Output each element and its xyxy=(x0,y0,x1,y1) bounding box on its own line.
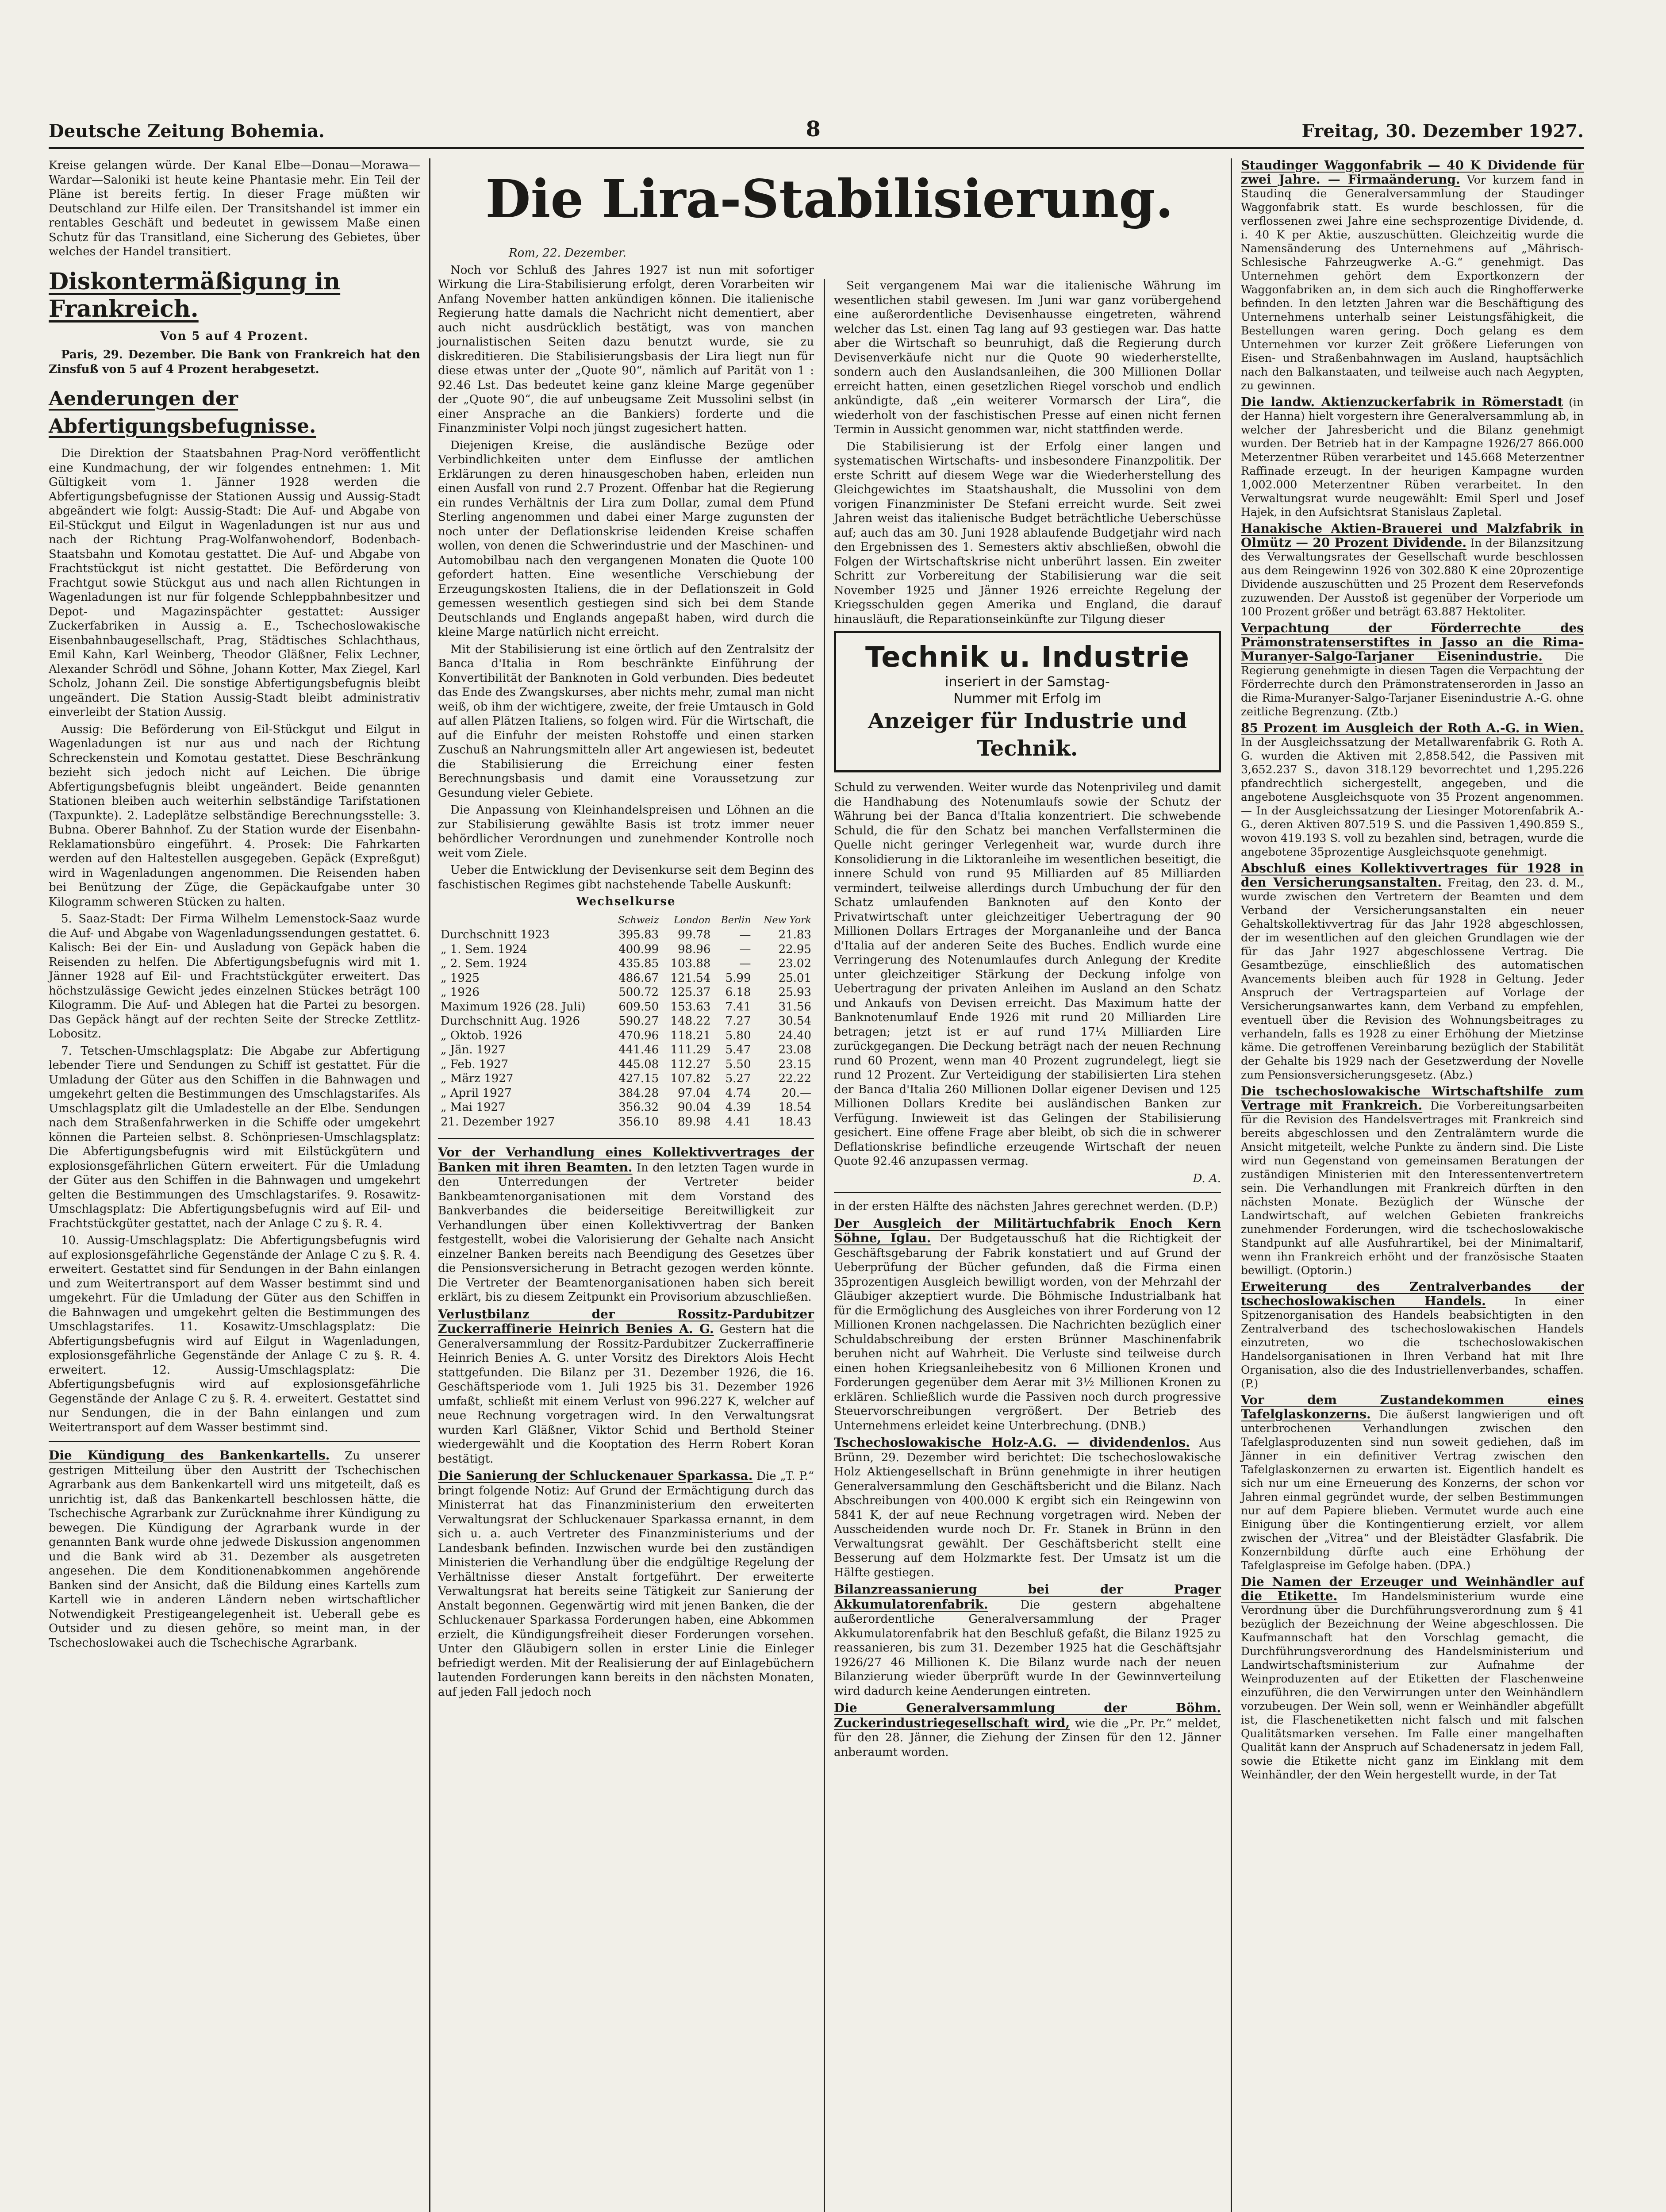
headline-bankenkartell: Die Kündigung des Bankenkartells. xyxy=(49,1448,330,1463)
table-cell: — xyxy=(739,942,751,956)
table-row xyxy=(438,985,814,1000)
table-cell: 22.95 xyxy=(778,942,811,956)
table-cell: 395.83 xyxy=(618,928,659,941)
table-cell: Durchschnitt 1923 xyxy=(441,928,550,941)
table-cell: 400.99 xyxy=(618,942,659,956)
table-cell: 427.15 xyxy=(618,1072,659,1085)
headline-praemonstratenser: Verpachtung der Förderrechte des Prämonstratenserstiftes in Jasso an die Rima-Muranyer-Salgo-Tarjaner Eisenindustrie. xyxy=(1241,621,1584,664)
table-cell: „ April 1927 xyxy=(441,1086,512,1100)
ad-slogan: Anzeiger für Industrie und Technik. xyxy=(868,709,1187,761)
ad-line: Nummer mit Erfolg im xyxy=(953,691,1102,707)
table-cell: „ Feb. 1927 xyxy=(441,1057,509,1071)
table-cell: 20.— xyxy=(781,1086,811,1100)
headline-kollektiv-1928: Abschluß eines Kollektivvertrages für 1928 in den Versicherungsanstalten. xyxy=(1241,861,1584,890)
table-cell: 384.28 xyxy=(618,1086,659,1100)
article-text: In der Ausgleichssatzung der Metallwarenfabrik G. Roth A. G. wurden die Aktiven mit 2,858.542, die Passiven mit 3,652.237 S., davon 318.129 bevorrechtet und 1,295.226 pfandrechtlich sichergestellt, angegeben, und die angebotene Ausgleichsquote von 35 Prozent angenommen. — In der Ausgleichssatzung der Liesinger Motorenfabrik A.-G., deren Aktiven 807.519 S. und die Passiven 1,490.859 S., wovon 419.193 S. voll zu bezahlen sind, betragen, wurde die angebotene 35prozentige Ausgleichsquote genehmigt. xyxy=(1241,736,1584,858)
table-row xyxy=(438,942,814,957)
article-text: Die Anpassung von Kleinhandelspreisen und Löhnen an die zur Stabilisierung gewählte Basis ist trotz immer neuer behördlicher Verordnungen und zunehmender Kontrolle noch weit vom Ziele. xyxy=(438,803,814,860)
table-cell: 99.78 xyxy=(678,928,711,941)
headline-sparkassa: Die Sanierung der Schluckenauer Sparkassa. xyxy=(438,1468,753,1483)
table-row xyxy=(438,1029,814,1043)
headline-holz-ag: Tschechoslowakische Holz-A.G. — dividendenlos. xyxy=(834,1435,1190,1450)
article-text: Der Budgetausschuß hat die Richtigkeit der Geschäftsgebarung der Fabrik konstatiert und auf Grund der Ueberprüfung der Bücher gefunden, daß die Firma einen 35prozentigen Ausgleich bewilligt worden, von der Mehrzahl der Gläubiger akzeptiert wurde. Die Böhmische Industrialbank hat für die Ermöglichung des Ausgleiches von ihrer Forderung von 12 Millionen Kronen nachgelassen. Die Nachrichten bezüglich einer Schuldabschreibung der ersten Brünner Maschinenfabrik beruhen nicht auf Wahrheit. Die Verluste sind teilweise durch einen hohen Kriegsanleihebesitz von 6 Millionen Kronen und Forderungen gegenüber dem Aerar mit 3½ Millionen Kronen zu erklären. Schließlich wurde die Passiven noch durch progressive Steuervorschreibungen vergrößert. Der Betrieb des Unternehmens erleidet keine Unterbrechung. (DNB.) xyxy=(834,1232,1221,1432)
page-number: 8 xyxy=(806,117,821,142)
separator xyxy=(438,1138,814,1139)
article-text: Kreise gelangen würde. Der Kanal Elbe—Donau—Morawa—Wardar—Saloniki ist heute keine Phantasie mehr. Ein Teil der Pläne ist bereits fertig. In dieser Frage müßten wir Deutschland zur Hilfe eilen. Der Transitshandel ist immer ein rentables Geschäft und bedeutet in gewissem Maße einen Schutz für das Transitland, eine Sicherung des Gebietes, über welches der Handel transitiert. xyxy=(49,159,420,258)
article-text: Schuld zu verwenden. Weiter wurde das Notenprivileg und damit die Handhabung des Notenumlaufs sowie der Schutz der Währung bei der Banca d'Italia konzentriert. Die schwebende Schuld, die für den Schatz bei manchen Verfallsterminen die Quelle nicht geringer Verlegenheit war, wurde durch ihre Konsolidierung in die Liktoranleihe im wesentlichen beseitigt, die innere Schuld von rund 95 Milliarden auf 85 Milliarden vermindert, teilweise allerdings durch Umbuchung der für den Schatz umlaufenden Banknoten auf den Konto der Privatwirtschaft unter gleichzeitiger Uebertragung der 90 Millionen Dollars Ertrages der Morgananleihe und der Banca d'Italia auf der anderen Seite des Buches. Endlich wurde eine Verringerung des Notenumlaufes durch Anlegung der Kredite unter gleichzeitiger Stärkung der Deckung infolge von Uebertragung der privaten Anleihen im Ausland an den Schatz und Ankaufs von Devisen erreicht. Das Maximum hatte der Banknotenumlauf Ende 1926 mit rund 20 Milliarden Lire betragen; jetzt ist er auf rund 17¼ Milliarden Lire zurückgegangen. Die Deckung beträgt nach der neuen Rechnung rund 60 Prozent, wenn man 40 Prozent zugrundelegt, liegt sie rund 12 Prozent. Zur Verteidigung der stabilisierten Lira stehen der Banca d'Italia 260 Millionen Dollar eigener Devisen und 125 Millionen Dollars Kredite bei ausländischen Banken zur Verfügung. Inwieweit ist das Gelingen der Stabilisierung gesichert. Eine offene Frage aber bleibt, ob sich die in schwerer Deflationskrise befindliche erzeugende Wirtschaft der neuen Quote 92.46 anzupassen vermag. xyxy=(834,781,1221,1168)
article-text: Aussig: Die Beförderung von Eil-Stückgut und Eilgut in Wagenladungen ist nur aus und nach der Richtung Schreckenstein und Komotau gestattet. Diese Beschränkung bezieht sich jedoch nicht auf Leichen. Die übrige Abfertigungsbefugnis bleibt ungeändert. Beide genannten Stationen bleiben auch weiterhin selbständige Tarifstationen (Taxpunkte). 2. Ladeplätze selbständige Berechnungsstelle: 3. Bubna. Oberer Bahnhof. Zu der Station wurde der Eisenbahn-Reklamationsbüro eingeführt. 4. Prosek: Die Fahrkarten werden auf den Haltestellen ausgegeben. Gepäck (Expreßgut) wird in Wagenladungen angenommen. Die Reisenden haben bei Benützung der Züge, die Gepäckaufgabe unter 30 Kilogramm schweren Stücken zu halten. xyxy=(49,722,420,909)
column-1 xyxy=(49,158,420,2212)
article-text: Die „T. P.“ bringt folgende Notiz: Auf Grund der Ermächtigung durch das Ministerrat hat das Finanzministerium den erweiterten Verwaltungsrat der Schluckenauer Sparkassa ernannt, in dem sich u. a. auch Vertreter des Finanzministeriums und der Landesbank befinden. Inzwischen wurde bei den zuständigen Ministerien die Verhandlung über die endgültige Regelung der Verhältnisse dieser Anstalt fortgeführt. Der erweiterte Verwaltungsrat hat bereits seine Tätigkeit zur Sanierung der Anstalt begonnen. Gegenwärtig wird mit jenen Banken, die der Schluckenauer Sparkassa Forderungen haben, eine Abkommen erzielt, die Kündigungsfreiheit dieser Forderungen vorsehen. Unter den Gläubigern sollen in erster Linie die Einleger befriedigt werden. Mit der Realisierung der auf Einlagebüchern lautenden Forderungen kann bereits in den nächsten Monaten, auf jeden Fall jedoch noch xyxy=(438,1470,814,1699)
table-cell: 18.43 xyxy=(778,1115,811,1129)
table-cell: 21. Dezember 1927 xyxy=(441,1115,555,1129)
table-cell: 89.98 xyxy=(678,1115,711,1129)
headline-weinetikette: Die Namen der Erzeuger und Weinhändler auf die Etikette. xyxy=(1241,1575,1584,1603)
table-cell: Durchschnitt Aug. 1926 xyxy=(441,1014,580,1028)
table-row xyxy=(438,956,814,971)
table-cell: 7.41 xyxy=(725,1000,751,1014)
masthead xyxy=(49,111,1584,142)
table-cell: Maximum 1926 (28. Juli) xyxy=(441,1000,586,1014)
table-row xyxy=(438,928,814,942)
column-rule xyxy=(1231,158,1232,2212)
article-text: Die Vorbereitungsarbeiten für die Revision des Handelsvertrages mit Frankreich sind bereits abgeschlossen und den Zentralämtern wurde die Ansicht mitgeteilt, welche Punkte zu ändern sind. Die Liste wird nun Gegenstand von gemeinsamen Beratungen der zuständigen Ministerien mit den Interessentenvertretern sein. Die Verhandlungen mit Frankreich dürften in den nächsten Monate. Bezüglich der Wünsche der Landwirtschaft, auf welchen Gebieten frankreichs zunehmender Forderungen, wird die tschechoslowakische Standpunkt auf alle Ausfuhrartikel, bei der Minimaltarif, wenn ihn Frankreich erhöht und der französische Staaten bewilligt. (Optorin.) xyxy=(1241,1099,1584,1277)
article-text: Die gestern abgehaltene außerordentliche Generalversammlung der Prager Akkumulatorenfabrik hat den Beschluß gefaßt, die Bilanz 1925 zu reassanieren, bis zum 31. Dezember 1925 hat die Geschäftsjahr 1926/27 46 Millionen K. Die Bilanz wurde nach der neuen Bilanzierung wieder überprüft wurde In der Gewinnverteilung wird dadurch keine Aenderungen eintreten. xyxy=(834,1598,1221,1698)
table-cell: 609.50 xyxy=(618,1000,659,1014)
table-cell: — xyxy=(739,928,751,941)
article-text: Die Direktion der Staatsbahnen Prag-Nord veröffentlicht eine Kundmachung, der wir folgendes entnehmen: 1. Mit Gültigkeit vom 1. Jänner 1928 werden die Abfertigungsbefugnisse der Stationen Aussig und Aussig-Stadt abgeändert wie folgt: Aussig-Stadt: Die Auf- und Abgabe von Eil-Stückgut und Eilgut in Wagenladungen ist nur aus und nach der Richtung Prag-Wolfanwohendorf, Bodenbach-Staatsbahn und Komotau gestattet. Die Auf- und Abgabe von Frachtstückgut ist nicht gestattet. Die Beförderung von Frachtgut sowie Stückgut aus und nach allen Richtungen in Wagenladungen ist nur für folgende Schleppbahnbesitzer und Depot- und Magazinspächter gestattet: Aussiger Zuckerfabriken in Aussig a. E., Tschechoslowakische Eisenbahnbaugesellschaft, Prag, Städtisches Schlachthaus, Emil Kahn, Karl Weinberg, Theodor Gläßner, Felix Lechner, Alexander Schrödl und Söhne, Johann Kotter, Max Ziegel, Karl Scholz, Johann Zeil. Die sonstige Abfertigungsbefugnis bleibt ungeändert. Die Station Aussig-Stadt bleibt administrativ einverleibt der Station Aussig. xyxy=(49,447,420,719)
article-text: Die äußerst langwierigen und oft unterbrochenen Verhandlungen zwischen den Tafelglasproduzenten sind nun soweit gediehen, daß im Jänner in ein definitiver Vertrag zwischen den Tafelglaskonzernen zu erwarten ist. Eigentlich handelt es sich nur um eine Erneuerung des Konzerns, der schon vor Jahren einmal gegründet wurde, der selben Bestimmungen nur auf dem Papiere blieben. Vermutet wurde auch eine Einigung über die Kontingentierung erzielt, vor allem zwischen der „Vitrea“ und der Bleistädter Glasfabrik. Die Konzernbildung dürfte auch eine Erhöhung der Tafelglaspreise im Gefolge haben. (DPA.) xyxy=(1241,1408,1584,1572)
table-cell: 30.54 xyxy=(778,1014,811,1028)
table-row xyxy=(438,1057,814,1072)
table-row xyxy=(438,1086,814,1101)
headline-tafelglas: Vor dem Zustandekommen eines Tafelglaskonzerns. xyxy=(1241,1393,1584,1421)
separator xyxy=(49,1441,420,1442)
table-row xyxy=(438,1115,814,1129)
table-cell: New York xyxy=(764,914,811,926)
table-row xyxy=(438,1043,814,1057)
column-rule xyxy=(429,158,430,2212)
table-cell: 31.56 xyxy=(778,1000,811,1014)
headline-diskont: Diskontermäßigung in Frankreich. xyxy=(49,268,341,323)
article-text: Noch vor Schluß des Jahres 1927 ist nun mit sofortiger Wirkung die Lira-Stabilisierung erfolgt, deren Vorarbeiten wir Anfang November hatten ankündigen können. Die italienische Regierung hatte damals die Nachricht nicht dementiert, aber auch nicht ausdrücklich bestätigt, was von manchen journalistischen Seiten dazu benutzt wurde, sie zu diskreditieren. Die Stabilisierungsbasis der Lira liegt nun für diese etwas unter der „Quote 90“, nämlich auf Parität von 1 : 92.46 Lst. Das bedeutet keine ganz kleine Marge gegenüber der „Quote 90“, die auf unbeugsame Zeit Mussolini selbst (in einer Ansprache an die Bankiers) forderte und die Finanzminister Volpi noch jüngst zugesichert hatten. xyxy=(438,263,814,435)
table-cell: „ 1926 xyxy=(441,986,480,999)
table-cell: 23.15 xyxy=(778,1057,811,1071)
table-cell: 5.80 xyxy=(725,1029,751,1042)
article-text: Seit vergangenem Mai war die italienische Währung im wesentlichen stabil gewesen. Im Juni war ganz vorübergehend eine außerordentliche Devisenhausse eingetreten, während welcher das Lst. einen Tag lang auf 93 gestiegen war. Das hatte aber die Wirtschaft so beunruhigt, daß die Regierung durch Devisenverkäufe nicht nur die Quote 90 wiederherstellte, sondern auch den Auslandsanleihen, die 300 Millionen Dollar erreicht hatten, einen gesetzlichen Riegel vorschob und endlich ankündigte, daß „ein weiterer Vormarsch der Lira“, die wiederholt von der faschistischen Presse auf einen nicht fernen Termin in Aussicht genommen war, nicht stattfinden werde. xyxy=(834,279,1221,436)
table-cell: London xyxy=(673,914,711,926)
table-cell: 22.22 xyxy=(778,1072,811,1085)
headline-enoch-kern: Der Ausgleich der Militärtuchfabrik Enoch Kern Söhne, Iglau. xyxy=(834,1216,1221,1245)
table-cell: 118.21 xyxy=(670,1029,711,1042)
article-text: 7. Tetschen-Umschlagsplatz: Die Abgabe zur Abfertigung lebender Tiere und Sendungen zu Schiff ist gestattet. Für die Umladung der Güter aus den Schiffen in die Bahnwagen und umgekehrt gelten die Bestimmungen des Umschlagstarifes. Als Umschlagsplatz gilt die Umladestelle an der Elbe. Sendungen nach dem Straßenfahrwerken in die Schiffe oder umgekehrt können die Parteien selbst. 8. Schönpriesen-Umschlagsplatz: Die Abfertigungsbefugnis wird mit Eilstückgütern und explosionsgefährlichen Gütern erweitert. Für die Umladung der Güter aus den Schiffen in die Bahnwagen und umgekehrt gelten die Bestimmungen des Umschlagstarifes. 9. Rosawitz-Umschlagsplatz: Die Abfertigungsbefugnis wird auf Eil- und Frachtstückgüter gestattet, nach der Anlage C zu §. R. 4. xyxy=(49,1044,420,1230)
advertisement-box xyxy=(834,631,1221,772)
table-title: Wechselkurse xyxy=(576,895,676,908)
column-2 xyxy=(438,243,814,2212)
headline-staudinger: Staudinger Waggonfabrik — 40 K Dividende für zwei Jahre. — Firmaänderung. xyxy=(1241,158,1584,187)
headline-lira: Die Lira-Stabilisierung. xyxy=(485,168,1174,230)
table-cell: 97.04 xyxy=(678,1086,711,1100)
article-text: Ueber die Entwicklung der Devisenkurse seit dem Beginn des faschistischen Regimes gibt nachstehende Tabelle Auskunft: xyxy=(438,864,814,891)
table-cell: 98.96 xyxy=(678,942,711,956)
table-cell: 112.27 xyxy=(670,1057,711,1071)
table-cell: 441.46 xyxy=(618,1043,659,1056)
table-cell: Schweiz xyxy=(618,914,659,926)
table-cell: 356.32 xyxy=(618,1101,659,1114)
headline-roth-ag: 85 Prozent im Ausgleich der Roth A.-G. in Wien. xyxy=(1241,721,1584,735)
table-cell: 107.82 xyxy=(670,1072,711,1085)
ad-title: Technik u. Industrie xyxy=(865,641,1190,674)
dateline: Rom, 22. Dezember. xyxy=(509,246,626,260)
headline-verlustbilanz: Verlustbilanz der Rossitz-Pardubitzer Zuckerraffinerie Heinrich Benies A. G. xyxy=(438,1306,814,1336)
table-cell: 153.63 xyxy=(670,1000,711,1014)
table-cell: 435.85 xyxy=(618,957,659,970)
separator xyxy=(834,1192,1221,1193)
table-cell: „ 1. Sem. 1924 xyxy=(441,942,527,956)
article-text: Freitag, den 23. d. M., wurde zwischen den Vertretern der Beamten und dem Verband der Versicherungsanstalten ein neuer Gehaltskollektivvertrag für das Jahr 1928 abgeschlossen, der im wesentlichen auf den gleichen Grundlagen wie der für das Jahr 1927 abgeschlossene Vertrag. Die Gesamtbezüge, einschließlich des automatischen Avancements bleiben auch für 1928 in Geltung. Jeder Anspruch der Vertragsparteien auf Vorlage der Versicherungsanwartes kann, dem Verband zu empfehlen, eventuell über die Revision des Wohnungsbeitrages zu verhandeln, falls es 1928 zu einer Erhöhung der Mietzinse käme. Die getroffenen Vereinbarung bezüglich der Stabilität der Gehalte bis 1929 nach der Gesetzwerdung der Novelle zum Pensionsversicherungsgesetz. (Abz.) xyxy=(1241,876,1584,1081)
table-cell: 470.96 xyxy=(618,1029,659,1042)
table-cell: 4.41 xyxy=(725,1115,751,1129)
table-row xyxy=(438,1014,814,1029)
table-cell: „ Mai 1927 xyxy=(441,1101,506,1114)
table-cell: 121.54 xyxy=(670,971,711,985)
column-3 xyxy=(834,279,1221,2212)
table-cell: 486.67 xyxy=(618,971,659,985)
table-cell: „ Jän. 1927 xyxy=(441,1043,506,1056)
table-cell xyxy=(438,914,609,928)
table-cell: „ März 1927 xyxy=(441,1072,514,1085)
table-cell: 111.29 xyxy=(670,1043,711,1056)
subheadline: Von 5 auf 4 Prozent. xyxy=(160,329,309,343)
headline-roemerstadt: Die landw. Aktienzuckerfabrik in Römerstadt xyxy=(1241,395,1563,409)
table-cell: 5.47 xyxy=(725,1043,751,1056)
article-text: 10. Aussig-Umschlagsplatz: Die Abfertigungsbefugnis wird auf explosionsgefährliche Gegenstände der Anlage C zu §. R. 4. erweitert. Gestattet sind für Sendungen in der Bahn einlangen und zum Weitertransport auf dem Wasser bestimmt sind und umgekehrt. Für die Umladung der Güter aus den Schiffen in die Bahnwagen und umgekehrt gelten die Bestimmungen des Umschlagstarifes. 11. Kosawitz-Umschlagsplatz: Die Abfertigungsbefugnis wird auf Eilgut in Wagenladungen, explosionsgefährliche Gegenstände der Anlage C zu §. R. 4. erweitert. 12. Aussig-Umschlagsplatz: Die Abfertigungsbefugnis wird auf explosionsgefährliche Gegenstände der Anlage C zu §. R. 4. erweitert. Gestattet sind nur Sendungen, die in der Bahn einlangen und zum Weitertransport auf dem Wasser bestimmt sind. xyxy=(49,1234,420,1434)
article-text: Die Regierung genehmigte in diesen Tagen die Verpachtung der Förderrechte durch den Prämonstratenserorden in Jasso an die Rima-Muranyer-Salgo-Tarjaner Eisenindustrie A.-G. ohne zeitliche Begrenzung. (Ztb.) xyxy=(1241,650,1584,718)
table-cell: 5.99 xyxy=(725,971,751,985)
table-header-row xyxy=(438,914,814,928)
table-cell: „ Oktob. 1926 xyxy=(441,1029,522,1042)
article-text: Aus Brünn, 29. Dezember wird berichtet: Die tschechoslowakische Holz Aktiengesellschaft in Brünn genehmigte in ihrer heutigen Generalversammlung den Geschäftsbericht und die Bilanz. Nach Abschreibungen von 400.000 K ergibt sich ein Reingewinn von 5841 K, der auf neue Rechnung vorgetragen wird. Neben der Ausscheidenden wurde noch Dr. Fr. Stanek in Brünn in den Verwaltungsrat gewählt. Der Geschäftsbericht stellt eine Besserung auf dem Holzmarkte fest. Der Umsatz ist um die Hälfte gestiegen. xyxy=(834,1436,1221,1579)
article-text: Im Handelsministerium wurde eine Verordnung über die Durchführungsverordnung zum § 41 bezüglich der Bezeichnung der Weine abgeschlossen. Die Kaufmannschaft hat den Vorschlag gemacht, die Durchführungsverordnung des Handelsministerium und Landwirtschaftsministerium zur Aufnahme der Weinproduzenten auf der Etiketten der Flaschenweine einzuführen, die den Verwirrungen unter den Weinhändlern vorzubeugen. Der Wein soll, wenn er Weinhändler abgefüllt ist, die Flaschenetiketten nicht falsch und mit falschen Qualitätsmarken versehen. Im Falle einer mangelhaften Qualität kann der Anspruch auf Schadenersatz in jedem Fall, sowie die Etikette nicht ganz im Einklang mit dem Weinhändler, der den Wein hergestellt wurde, in der Tat xyxy=(1241,1590,1584,1781)
newspaper-page xyxy=(49,111,1584,2212)
table-cell: 590.27 xyxy=(618,1014,659,1028)
article-text: in der ersten Hälfte des nächsten Jahres gerechnet werden. (D.P.) xyxy=(834,1200,1218,1213)
table-cell: Berlin xyxy=(721,914,751,926)
table-row xyxy=(438,1000,814,1014)
table-cell: 7.27 xyxy=(725,1014,751,1028)
table-row xyxy=(438,1071,814,1086)
issue-date: Freitag, 30. Dezember 1927. xyxy=(1301,121,1584,142)
signature: D. A. xyxy=(1193,1171,1221,1185)
table-cell: 90.04 xyxy=(678,1101,711,1114)
article-text: Mit der Stabilisierung ist eine örtlich auf den Zentralsitz der Banca d'Italia in Rom beschränkte Einführung der Konvertibilität der Banknoten in Gold verbunden. Dies bedeutet das Ende des Zwangskurses, aber nichts mehr, zumal man nicht weiß, ob ihm der wichtigere, zweite, der freie Umtausch in Gold auf allen Plätzen Italiens, so folgen wird. Für die Wirtschaft, die auf die Einfuhr der meisten Rohstoffe und einen starken Zuschuß an Nahrungsmitteln aller Art angewiesen ist, bedeutet die Stabilisierung die Erreichung einer festen Berechnungsbasis und damit eine Voraussetzung zur Gesundung vieler Gebiete. xyxy=(438,642,814,800)
table-cell: 23.02 xyxy=(778,957,811,970)
article-text: (in der Hanna) hielt vorgestern ihre Generalversammlung ab, in welcher der Jahresbericht und die Bilanz genehmigt wurden. Der Betrieb hat in der Kampagne 1926/27 866.000 Meterzentner Rüben verarbeitet und 145.668 Meterzentner Raffinade erzeugt. In der heurigen Kampagne wurden 1,002.000 Meterzentner Rüben verarbeitet. In den Verwaltungsrat wurde neugewählt: Emil Sperl und Josef Hajek, in den Aufsichtsrat Stanislaus Zapletal. xyxy=(1241,396,1584,518)
table-cell: 4.74 xyxy=(725,1086,751,1100)
headline-zuckerindustrie: Die Generalversammlung der Böhm. Zuckerindustriegesellschaft wird, xyxy=(834,1701,1221,1730)
article-text: Paris, 29. Dezember. Die Bank von Frankreich hat den Zinsfuß von 5 auf 4 Prozent herabgesetzt. xyxy=(49,348,420,376)
table-cell: 103.88 xyxy=(670,957,711,970)
table-cell: „ 2. Sem. 1924 xyxy=(441,957,527,970)
table-cell: 500.72 xyxy=(618,986,659,999)
table-cell: 6.18 xyxy=(725,986,751,999)
table-cell: 356.10 xyxy=(618,1115,659,1129)
headline-zentralverband: Erweiterung des Zentralverbandes der tschechoslowakischen Handels. xyxy=(1241,1279,1584,1308)
article-text: wie die „Pr. Pr.“ meldet, für den 28. Jänner, die Ziehung der Zinsen für den 12. Jänner anberaumt worden. xyxy=(834,1717,1221,1759)
table-row xyxy=(438,1100,814,1115)
table-cell: 24.40 xyxy=(778,1029,811,1042)
article-text: In einer Spitzenorganisation des Handels beabsichtigten in den Zentralverband des tschechoslowakischen Handels einzutreten, wo die tschechoslowakischen Handelsorganisationen in Ihren Verband hat mit Ihre Organisation, also die des Industriellenverbandes, schaffen. (P.) xyxy=(1241,1295,1584,1390)
headline-hanakia: Hanakische Aktien-Brauerei und Malzfabrik in Olmütz — 20 Prozent Dividende. xyxy=(1241,521,1584,550)
article-text: Vor kurzem fand in Staudinq die Generalversammlung der Staudinger Waggonfabrik statt. Es wurde beschlossen, für die verflossenen zwei Jahre eine sechsprozentige Dividende, d. i. 40 K per Aktie, auszuschütten. Gleichzeitig wurde die Namensänderung des Unternehmens auf „Mährisch-Schlesische Fahrzeugwerke A.-G.“ genehmigt. Das Unternehmen gehört dem Exportkonzern der Waggonfabriken an, in dem sich auch die Ringhofferwerke befinden. In den letzten Jahren war die Beschäftigung des Unternehmens unterhalb seiner Leistungsfähigkeit, die Bestellungen waren gering. Doch gelang es dem Unternehmen vor kurzer Zeit größere Lieferungen von Eisen- und Straßenbahnwagen im Ausland, hauptsächlich nach den Balkanstaaten, und teilweise auch nach Aegypten, zu gewinnen. xyxy=(1241,173,1584,392)
headline-wirtschaftshilfe: Die tschechoslowakische Wirtschaftshilfe zum Vertrage mit Frankreich. xyxy=(1241,1084,1584,1113)
article-text: Diejenigen Kreise, die ausländische Bezüge oder Verbindlichkeiten unter dem Einflusse der amtlichen Erklärungen zu deren hinausgeschoben haben, erleiden nun einen Ausfall von rund 2.7 Prozent. Offenbar hat die Regierung ein rundes Verhältnis der Lira zum Dollar, zumal dem Pfund Sterling angenommen und dabei einer Marge zugunsten der noch unter der Deflationskrise leidenden Kreise schaffen wollen, von denen die Schwerindustrie und der Maschinen- und Automobilbau nach den vergangenen Monaten die Quote 100 gefordert hatten. Eine wesentliche Verschiebung der Erzeugungskosten Italiens, die in der Deflationszeit in Gold gemessen wesentlich gestiegen sind sich bei dem Stande Deutschlands und Englands angepaßt haben, wird durch die kleine Marge natürlich nicht erreicht. xyxy=(438,438,814,639)
article-text: In der Bilanzsitzung des Verwaltungsrates der Gesellschaft wurde beschlossen aus dem Reingewinn 1926 von 302.880 K eine 20prozentige Dividende auszuschütten und 25 Prozent dem Reservefonds zuzuwenden. Der Ausstoß ist gegenüber der Vorperiode um 100 Prozent größer und beträgt 63.887 Hektoliter. xyxy=(1241,537,1584,618)
table-cell: 25.93 xyxy=(778,986,811,999)
table-row xyxy=(438,971,814,986)
article-text: In den letzten Tagen wurde in den Unterredungen der Vertreter beider Bankbeamtenorganisationen mit dem Vorstand des Bankverbandes die beiderseitige Bereitwilligkeit zur Verhandlungen über einen Kollektivvertrag der Banken festgestellt, wobei die Valorisierung der Gehalte nach Ansicht einzelner Banken bereits nach Beendigung des Gesetzes über die Pensionsversicherung in Betracht gezogen werden könnte. Die Vertreter der Beamtenorganisationen haben sich bereit erklärt, bis zu diesem Zeitpunkt ein Provisorium abzuschließen. xyxy=(438,1161,814,1304)
masthead-rule xyxy=(49,147,1584,149)
table-cell: 23.08 xyxy=(778,1043,811,1056)
table-cell: 5.50 xyxy=(725,1057,751,1071)
table-cell: 4.39 xyxy=(725,1101,751,1114)
table-cell: 5.27 xyxy=(725,1072,751,1085)
article-text: Die Stabilisierung ist der Erfolg einer langen und systematischen Wirtschafts- und insbesondere Finanzpolitik. Der erste Schritt auf diesem Wege war die Wiederherstellung des Gleichgewichtes im Staatshaushalt, die Mussolini von dem vorigen Finanzminister De Stefani erreicht wurde. Seit zwei Jahren weist das italienische Budget beträchtliche Ueberschüsse auf; auch das am 30. Juni 1928 ablaufende Budgetjahr wird nach den Ergebnissen des 1. Semesters aktiv abschließen, obwohl die Folgen der Wirtschaftskrise nicht unberührt lassen. Ein zweiter Schritt zur Vorbereitung der Stabilisierung war die seit November 1925 und Jänner 1926 erreichte Regelung der Kriegsschulden gegen Amerika und England, die darauf hinausläuft, die Reparationseinkünfte zur Tilgung dieser xyxy=(834,440,1221,626)
exchange-rate-table xyxy=(438,914,814,1129)
table-cell: 445.08 xyxy=(618,1057,659,1071)
table-cell: 125.37 xyxy=(670,986,711,999)
column-4 xyxy=(1241,158,1584,2212)
headline-akkumulator: Bilanzreassanierung bei der Prager Akkumulatorenfabrik. xyxy=(834,1582,1221,1612)
table-cell: 21.83 xyxy=(778,928,811,941)
table-cell: 148.22 xyxy=(670,1014,711,1028)
column-rule xyxy=(824,279,825,2212)
headline-abfertigung: Aenderungen der Abfertigungsbefugnisse. xyxy=(49,388,316,438)
article-text: Zu unserer gestrigen Mitteilung über den Austritt der Tschechischen Agrarbank aus dem Bankenkartell wird uns mitgeteilt, daß es unrichtig ist, daß das Bankenkartell beschlossen hätte, die Tschechische Agrarbank zur Zurücknahme ihrer Kündigung zu bewegen. Die Kündigung der Agrarbank wurde in der genannten Bank wurde ohne jedwede Diskussion angenommen und die Bank wird ab 31. Dezember als ausgetreten angesehen. Die dem Konditionenabkommen angehörende Banken sind der Ansicht, daß die Bildung eines Kartells zum Kartell wie in anderen Ländern neben wirtschaftlicher Notwendigkeit Prestigeangelegenheit ist. Ueberall gebe es Outsider und zu diesen gehöre, so meint man, in der Tschechoslowakei auch die Tschechische Agrarbank. xyxy=(49,1449,420,1650)
table-cell: 18.54 xyxy=(778,1101,811,1114)
article-text: Gestern hat die Generalversammlung der Rossitz-Pardubitzer Zuckerraffinerie Heinrich Benies A. G. unter Vorsitz des Direktors Alois Hecht stattgefunden. Die Bilanz per 31. Dezember 1926, die 16. Geschäftsperiode vom 1. Juli 1925 bis 31. Dezember 1926 umfaßt, schließt mit einem Verlust von 996.227 K, welcher auf neue Rechnung vorgetragen wird. In den Verwaltungsrat wurden Karl Gläßner, Viktor Schid und Berthold Steiner wiedergewählt und die Kooptation des Herrn Robert Koran bestätigt. xyxy=(438,1323,814,1466)
headline-kollektivvertrag: Vor der Verhandlung eines Kollektivvertrages der Banken mit ihren Beamten. xyxy=(438,1145,814,1175)
table-cell: — xyxy=(739,957,751,970)
table-cell: 25.01 xyxy=(778,971,811,985)
ad-line: inseriert in der Samstag- xyxy=(945,674,1110,690)
article-text: 5. Saaz-Stadt: Der Firma Wilhelm Lemenstock-Saaz wurde die Auf- und Abgabe von Wagenladungssendungen gestattet. 6. Kalisch: Bei der Ein- und Ausladung von Gepäck haben die Reisenden zu helfen. Die Abfertigungsbefugnis wird mit 1. Jänner 1928 auf Eil- und Frachtstückgüter erweitert. Das höchstzulässige Gewicht jedes einzelnen Stückes beträgt 100 Kilogramm. Die Auf- und Ablegen hat die Partei zu besorgen. Das Gepäck hängt auf der rechten Seite der Strecke Zettlitz-Lobositz. xyxy=(49,912,420,1041)
paper-name: Deutsche Zeitung Bohemia. xyxy=(49,121,325,142)
table-cell: „ 1925 xyxy=(441,971,480,985)
